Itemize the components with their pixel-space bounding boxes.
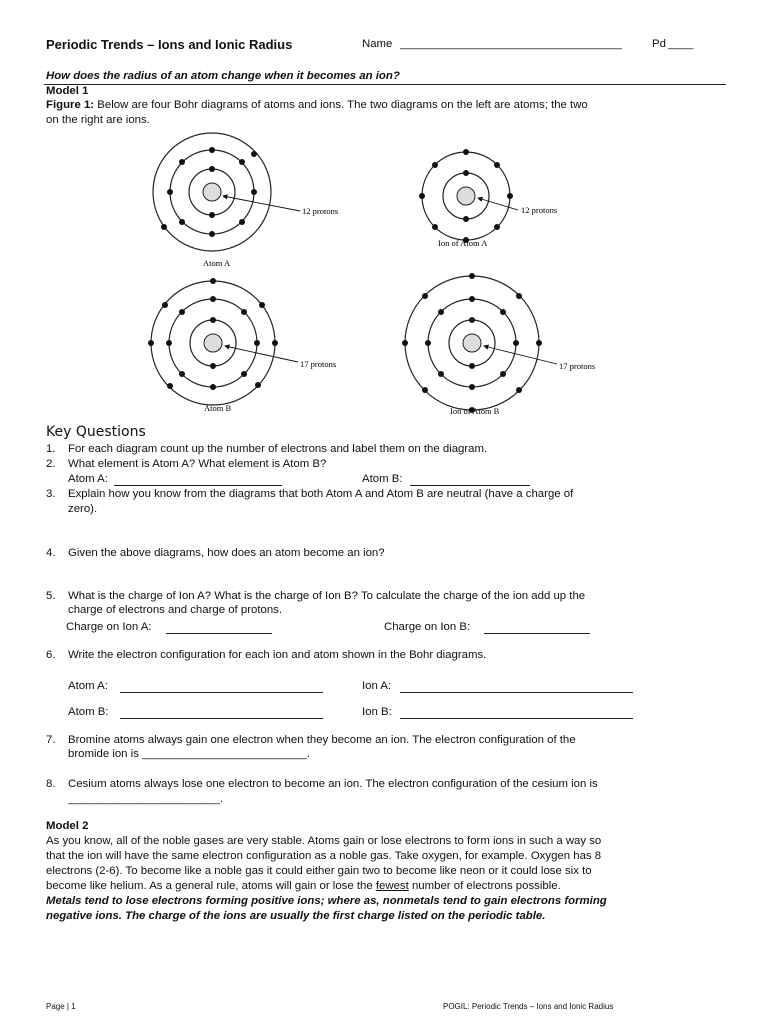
q5-line1: What is the charge of Ion A? What is the charge of Ion B? To calculate the charge of the ion add up the — [68, 590, 586, 602]
q6-number: 6. — [46, 649, 56, 661]
q7-number: 7. — [46, 734, 56, 746]
q3-line1: Explain how you know from the diagrams that both Atom A and Atom B are neutral (have a charge of — [68, 488, 574, 500]
figure1-text — [46, 99, 588, 111]
atom-a-protons-label: 12 protons — [302, 206, 339, 216]
q2-atom-b-label: Atom B: — [362, 473, 403, 485]
ion-b-nucleus — [463, 334, 481, 352]
q7-line2-prefix: bromide ion is — [68, 748, 139, 760]
q5-line2: charge of electrons and charge of protons. — [68, 604, 283, 616]
atom-a-caption: Atom A — [203, 258, 231, 268]
q7-period: . — [306, 748, 310, 760]
period-blank[interactable]: ____ — [668, 38, 694, 50]
q3-number: 3. — [46, 488, 56, 500]
model2-line2: that the ion will have the same electron configuration as a noble gas. Take oxygen, for example. Oxygen has 8 — [46, 850, 602, 862]
q7-line1: Bromine atoms always gain one electron when they become an ion. The electron configuration of the — [68, 734, 576, 746]
ion-a-caption: Ion of Atom A — [438, 238, 488, 248]
q8-line1: Cesium atoms always lose one electron to become an ion. The electron configuration of the cesium ion is — [68, 778, 598, 790]
atom-b-protons-label: 17 protons — [300, 359, 337, 369]
model2-emphasis-line2: negative ions. The charge of the ions are usually the first charge listed on the periodic table. — [46, 910, 546, 922]
driving-question: How does the radius of an atom change when it becomes an ion? — [46, 70, 400, 82]
atom-a-diagram — [153, 133, 338, 268]
atom-b-nucleus — [204, 334, 222, 352]
q3-line2: zero). — [68, 503, 98, 515]
figure1-text-line2: on the right are ions. — [46, 114, 150, 126]
q8-answer-blank[interactable]: ________________________ — [68, 793, 221, 805]
name-label: Name — [362, 38, 393, 50]
model2-line4-suffix: number of electrons possible. — [411, 880, 561, 892]
ion-a-nucleus — [457, 187, 475, 205]
model2-heading: Model 2 — [46, 820, 89, 832]
question-underline — [44, 84, 726, 85]
q2-text: What element is Atom A? What element is Atom B? — [68, 458, 327, 470]
worksheet-title: Periodic Trends – Ions and Ionic Radius — [46, 37, 293, 52]
atom-b-caption: Atom B — [204, 403, 232, 413]
q5-charge-a-blank[interactable] — [166, 633, 272, 634]
q7-line2 — [68, 748, 310, 760]
q5-charge-a-label: Charge on Ion A: — [66, 621, 152, 633]
q7-answer-blank[interactable]: __________________________ — [142, 748, 307, 760]
figure1-label: Figure 1: — [46, 99, 95, 111]
model2-line3: electrons (2-6). To become like a noble gas it could either gain two to become like neon or it could lose six to — [46, 865, 592, 877]
figure1-text-line1: Below are four Bohr diagrams of atoms and ions. The two diagrams on the left are atoms; the two — [97, 99, 588, 111]
footer-page-number: Page | 1 — [46, 1002, 76, 1011]
q6-text: Write the electron configuration for each ion and atom shown in the Bohr diagrams. — [68, 649, 487, 661]
q4-number: 4. — [46, 547, 56, 559]
ion-b-diagram — [402, 273, 595, 416]
model2-line4-prefix: become like helium. As a general rule, atoms will gain or lose the — [46, 880, 373, 892]
q2-atom-b-blank[interactable] — [410, 485, 530, 486]
q6-atom-a-label: Atom A: — [68, 680, 108, 692]
model2-fewest: fewest — [375, 880, 409, 892]
model2-line1: As you know, all of the noble gases are very stable. Atoms gain or lose electrons to form ions in such a way so — [46, 835, 602, 847]
q6-ion-b-blank[interactable] — [400, 718, 633, 719]
q2-atom-a-blank[interactable] — [114, 485, 282, 486]
model2-line4 — [46, 880, 561, 892]
period-label: Pd — [652, 38, 666, 50]
model2-emphasis-line1: Metals tend to lose electrons forming positive ions; where as, nonmetals tend to gain electrons forming — [46, 895, 607, 907]
q1-number: 1. — [46, 443, 56, 455]
ion-a-protons-label: 12 protons — [521, 205, 558, 215]
q2-atom-a-label: Atom A: — [68, 473, 108, 485]
q2-number: 2. — [46, 458, 56, 470]
atom-b-diagram — [148, 278, 336, 413]
q5-charge-b-label: Charge on Ion B: — [384, 621, 471, 633]
q8-line2 — [68, 793, 223, 805]
q4-text: Given the above diagrams, how does an atom become an ion? — [68, 547, 385, 559]
bohr-diagrams — [0, 130, 768, 420]
name-blank[interactable]: ___________________________________ — [400, 38, 622, 50]
q6-atom-b-label: Atom B: — [68, 706, 109, 718]
key-questions-heading: Key Questions — [46, 424, 146, 440]
ion-a-diagram — [419, 149, 557, 248]
model1-heading: Model 1 — [46, 85, 89, 97]
q1-text: For each diagram count up the number of electrons and label them on the diagram. — [68, 443, 488, 455]
q6-ion-a-label: Ion A: — [362, 680, 392, 692]
q8-number: 8. — [46, 778, 56, 790]
q5-number: 5. — [46, 590, 56, 602]
q5-charge-b-blank[interactable] — [484, 633, 590, 634]
q6-ion-b-label: Ion B: — [362, 706, 392, 718]
q6-atom-a-blank[interactable] — [120, 692, 323, 693]
q6-atom-b-blank[interactable] — [120, 718, 323, 719]
q6-ion-a-blank[interactable] — [400, 692, 633, 693]
ion-b-caption: Ion of Atom B — [450, 406, 500, 416]
atom-a-nucleus — [203, 183, 221, 201]
footer-source: POGIL: Periodic Trends – Ions and Ionic Radius — [443, 1002, 614, 1011]
q8-period: . — [220, 793, 224, 805]
ion-b-protons-label: 17 protons — [559, 361, 596, 371]
